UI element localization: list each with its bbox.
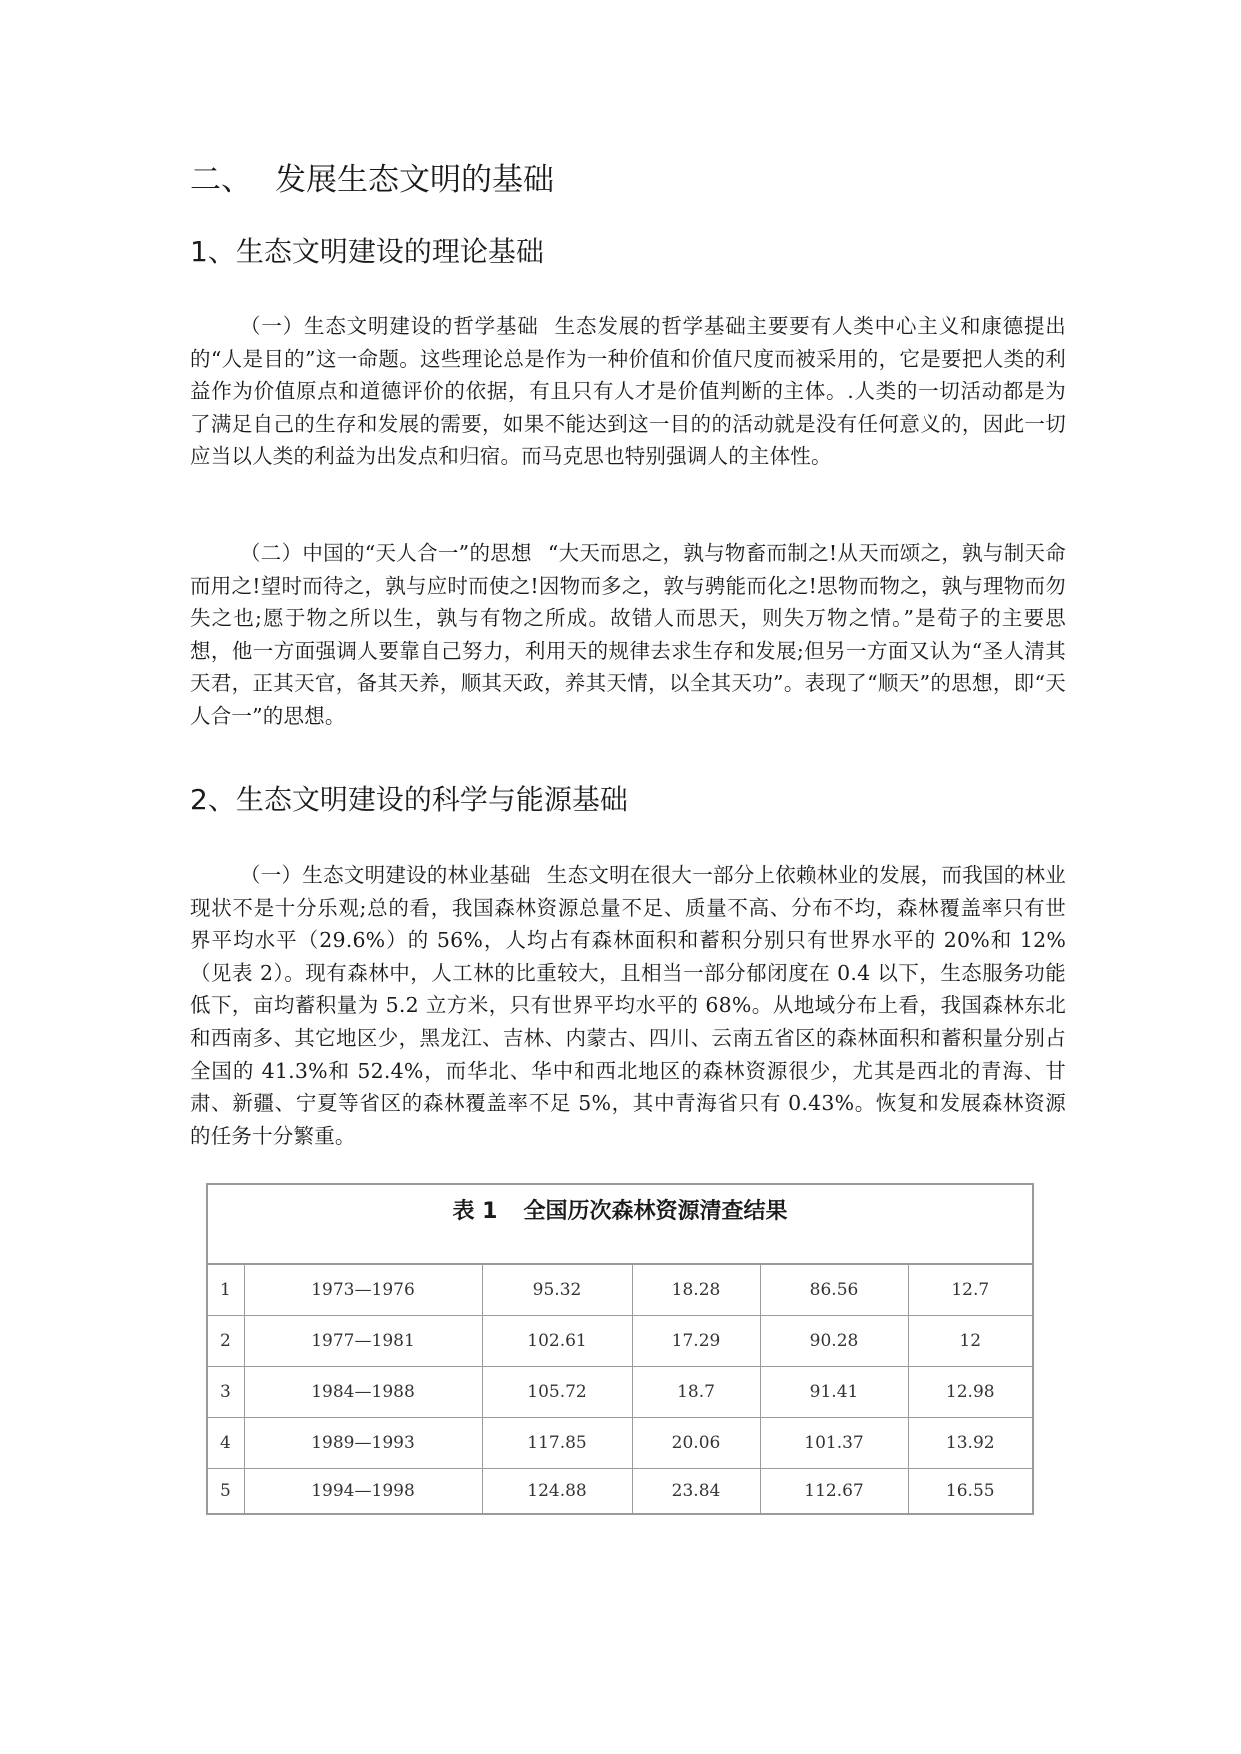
table-cell: 124.88 [482,1469,632,1514]
table-cell: 12.7 [908,1265,1032,1316]
section-title: 发展生态文明的基础 [275,162,554,198]
paragraph-lead: （一）生态文明建设的林业基础 [240,863,531,887]
table-cell: 13.92 [908,1418,1032,1469]
table-cell: 1 [208,1265,244,1316]
table-row [208,1469,1032,1514]
table-body [208,1265,1032,1513]
table-row [208,1316,1032,1367]
table-cell: 102.61 [482,1316,632,1367]
table-cell: 18.7 [632,1367,760,1418]
table-cell: 1973—1976 [244,1265,482,1316]
table-cell: 18.28 [632,1265,760,1316]
table-cell: 1977—1981 [244,1316,482,1367]
paragraph-philosophy [190,310,1066,473]
table-row [208,1418,1032,1469]
table-caption [208,1185,1032,1265]
table-caption-number: 表 1 [452,1199,498,1224]
table-cell: 23.84 [632,1469,760,1514]
subsection-heading-1: 1、生态文明建设的理论基础 [190,235,544,268]
table-cell: 4 [208,1418,244,1469]
table-cell: 17.29 [632,1316,760,1367]
table-cell: 117.85 [482,1418,632,1469]
paragraph-text: 生态文明在很大一部分上依赖林业的发展，而我国的林业现状不是十分乐观;总的看，我国森林资源总量不足、质量不高、分布不均，森林覆盖率只有世界平均水平（29.6%）的 56%，人均占有森林面积和蓄积分别只有世界水平的 20%和 12%（见表 2）。现有森林中，人工林的比重较大，且相当一部分郁闭度在 0.4 以下，生态服务功能低下，亩均蓄积量为 5.2 立方米，只有世界平均水平的 68%。从地域分布上看，我国森林东北和西南多、其它地区少，黑龙江、吉林、内蒙古、四川、云南五省区的森林面积和蓄积量分别占全国的 41.3%和 52.4%，而华北、华中和西北地区的森林资源很少，尤其是西北的青海、甘肃、新疆、宁夏等省区的森林覆盖率不足 5%，其中青海省只有 0.43%。恢复和发展森林资源的任务十分繁重。 [190,863,1066,1148]
table-cell: 1989—1993 [244,1418,482,1469]
table-cell: 12 [908,1316,1032,1367]
table-cell: 20.06 [632,1418,760,1469]
table-cell: 95.32 [482,1265,632,1316]
table-cell: 16.55 [908,1469,1032,1514]
table-cell: 12.98 [908,1367,1032,1418]
table-cell: 101.37 [760,1418,908,1469]
subsection-heading-2: 2、生态文明建设的科学与能源基础 [190,783,628,816]
table-cell: 86.56 [760,1265,908,1316]
paragraph-text: “大天而思之，孰与物畜而制之!从天而颂之，孰与制天命而用之!望时而待之，孰与应时而使之!因物而多之，敦与骋能而化之!思物而物之，孰与理物而勿失之也;愿于物之所以生，孰与有物之所成。故错人而思天，则失万物之情。”是荀子的主要思想，他一方面强调人要靠自己努力，利用天的规律去求生存和发展;但另一方面又认为“圣人清其天君，正其天官，备其天养，顺其天政，养其天情，以全其天功”。表现了“顺天”的思想，即“天人合一”的思想。 [190,541,1067,728]
paragraph-tianren-heyi [190,537,1066,733]
table-cell: 1984—1988 [244,1367,482,1418]
table-row [208,1367,1032,1418]
forest-inventory-table [206,1183,1034,1515]
table-caption-title: 全国历次森林资源清查结果 [523,1199,788,1224]
paragraph-forestry [190,859,1066,1152]
table-row [208,1265,1032,1316]
table-cell: 5 [208,1469,244,1514]
table-cell: 105.72 [482,1367,632,1418]
table-cell: 3 [208,1367,244,1418]
table-cell: 2 [208,1316,244,1367]
table-cell: 91.41 [760,1367,908,1418]
paragraph-lead: （一）生态文明建设的哲学基础 [240,314,539,338]
paragraph-text: 生态发展的哲学基础主要要有人类中心主义和康德提出的“人是目的”这一命题。这些理论总是作为一种价值和价值尺度而被采用的，它是要把人类的利益作为价值原点和道德评价的依据，有且只有人才是价值判断的主体。.人类的一切活动都是为了满足自己的生存和发展的需要，如果不能达到这一目的的活动就是没有任何意义的，因此一切应当以人类的利益为出发点和归宿。而马克思也特别强调人的主体性。 [190,314,1066,469]
table-cell: 90.28 [760,1316,908,1367]
section-heading [190,160,554,200]
table-cell: 112.67 [760,1469,908,1514]
section-number: 二、 [190,162,252,198]
paragraph-lead: （二）中国的“天人合一”的思想 [240,541,532,565]
table-cell: 1994—1998 [244,1469,482,1514]
